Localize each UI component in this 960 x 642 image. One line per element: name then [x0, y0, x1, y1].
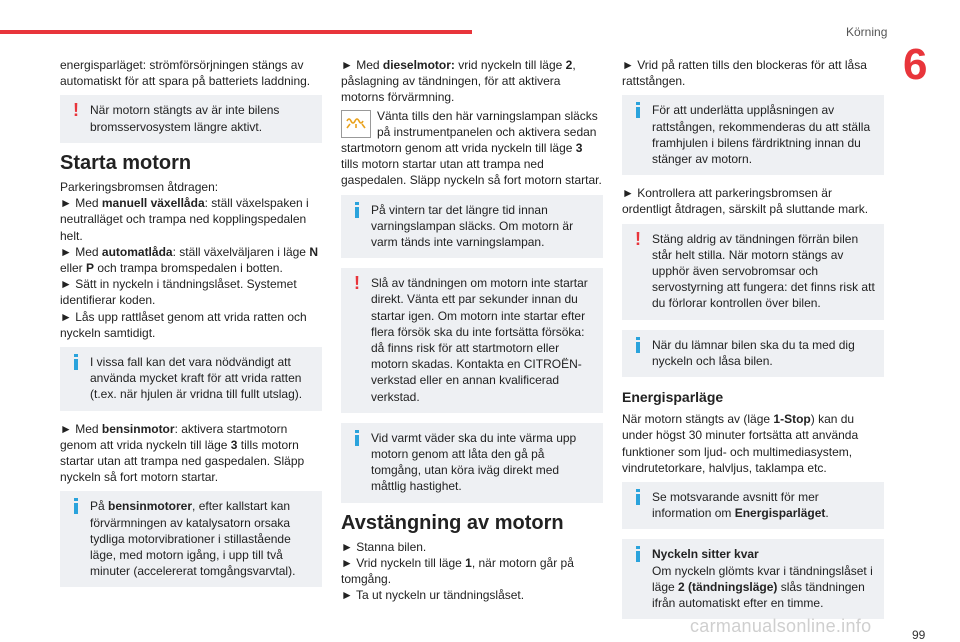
info-icon: [634, 546, 642, 562]
info-box: [341, 423, 603, 503]
info-box: [622, 95, 884, 175]
warning-text: Slå av tändningen om motorn inte startar direkt. Vänta ett par sekunder innan du startar igen. Om motorn inte startar efter flera försök ska du inte fortsätta försöka: då finns risk för att startmotorn eller motorn skadas. Kontakta en CITROËN-verkstad eller en annan kvalificerad verkstad.: [371, 276, 588, 404]
step-check-brake: ► Kontrollera att parkeringsbromsen är ordentligt åtdragen, särskilt på sluttande mark.: [622, 186, 869, 217]
info-text: På vintern tar det längre tid innan varningslampan släcks. Om motorn är varm tänds inte varningslampan.: [371, 202, 574, 250]
section-title: Körning: [846, 25, 888, 39]
info-icon: [353, 202, 361, 218]
info-text: När du lämnar bilen ska du ta med dig nyckeln och låsa bilen.: [652, 337, 855, 368]
intro-text: energisparläget: strömförsörjningen stängs av automatiskt för att spara på batteriets laddning.: [60, 58, 311, 89]
info-text: Om nyckeln glömts kvar i tändningslåset i läge 2 (tändningsläge) slås tändningen ifrån automatiskt efter en timme.: [652, 563, 873, 611]
info-box: [622, 482, 884, 529]
info-box: [60, 347, 322, 411]
warning-exclamation-icon: !: [73, 100, 79, 121]
info-text: Vid varmt väder ska du inte värma upp motorn genom att låta den gå på tomgång, utan köra iväg direkt med måttlig hastighet.: [371, 430, 577, 494]
step-lock-steering: ► Vrid på ratten tills den blockeras för att låsa rattstången.: [622, 58, 867, 89]
step-diesel: ► Med dieselmotor: vrid nyckeln till läge 2, påslagning av tändningen, för att aktivera motorns förvärmning.: [341, 58, 576, 105]
warning-box: [622, 224, 884, 320]
header-accent-bar: [0, 30, 472, 34]
info-icon: [72, 354, 80, 370]
warning-box: [341, 268, 603, 413]
info-icon: [634, 102, 642, 118]
step-automatic: ► Med automatlåda: ställ växelväljaren i läge N eller P och trampa bromspedalen i botten.: [60, 244, 318, 276]
info-icon: [634, 489, 642, 505]
column-2: [341, 57, 603, 610]
heading-switch-off: Avstängning av motorn: [341, 511, 564, 534]
info-icon: [72, 498, 80, 514]
info-box: [341, 195, 603, 259]
info-box: [60, 491, 322, 587]
warning-text: När motorn stängts av är inte bilens bromsservosystem längre aktivt.: [90, 103, 280, 134]
step-insert-key: ► Sätt in nyckeln i tändningslåset. Systemet identifierar koden.: [60, 277, 297, 308]
heading-energy-saving: Energisparläge: [622, 389, 724, 406]
info-icon: [634, 337, 642, 353]
info-icon: [353, 430, 361, 446]
glow-plug-icon: [341, 110, 371, 138]
info-box: [622, 330, 884, 377]
warning-text: Stäng aldrig av tändningen förrän bilen står helt stilla. När motorn stängs av upphör även servobromsar och servostyrning att fungera: det finns risk att du förlorar kontrollen över bilen.: [652, 231, 875, 311]
page-number: 99: [912, 628, 926, 642]
heading-start-engine: Starta motorn: [60, 151, 192, 174]
step-manual: ► Med manuell växellåda: ställ växelspaken i neutralläget och trampa ned kopplingspedalen helt.: [60, 196, 309, 243]
info-box: [622, 539, 884, 619]
info-text: Se motsvarande avsnitt för mer information om Energisparläget.: [652, 490, 829, 521]
glow-plug-paragraph: Vänta tills den här varningslampan släcks på instrumentpanelen och aktivera sedan startmotorn genom att vrida nyckeln till läge 3 tills motorn startar utan att trampa ned gaspedalen. Släpp nyckeln så fort motorn startar.: [341, 108, 602, 188]
chapter-number: 6: [903, 40, 928, 89]
watermark: carmanualsonline.info: [690, 616, 872, 636]
energy-saving-text: När motorn stängts av (läge 1-Stop) kan du under högst 30 minuter fortsätta att använda funktioner som ljud- och multimediasystem, vindrutetorkare, halvljus, taklampa etc.: [622, 412, 859, 475]
info-text: På bensinmotorer, efter kallstart kan förvärmningen av katalysatorn orsaka tydliga motorvibrationer i stillastående läge, med motorn igång, i upp till två minuter (accelererat tomgångsvarvtal).: [90, 499, 296, 579]
warning-exclamation-icon: !: [635, 228, 641, 249]
column-3: [622, 57, 884, 629]
info-text: I vissa fall kan det vara nödvändigt att använda mycket kraft för att vrida ratten (t.ex. när hjulen är vridna till fullt utslag).: [90, 355, 303, 402]
warning-exclamation-icon: !: [354, 273, 360, 294]
info-title: Nyckeln sitter kvar: [652, 547, 759, 562]
info-text: För att underlätta upplåsningen av rattstången, rekommenderas du att ställa framhjulen i bilens färdriktning innan du stänger av motorn.: [652, 103, 871, 167]
paragraph: Parkeringsbromsen åtdragen: ► Med manuell växellåda: ställ växelspaken i neutralläget och trampa ned kopplingspedalen helt. ► Med automatlåda: ställ växelväljaren i läge N eller P och trampa bromspedalen i botten. ► Sätt in nyckeln i tändningslåset. Systemet identifierar koden. ► Lås upp rattlåset genom att vrida ratten och nyckeln samtidigt.: [60, 179, 322, 341]
column-1: [60, 57, 322, 597]
warning-box: [60, 95, 322, 142]
step-petrol: ► Med bensinmotor: aktivera startmotorn genom att vrida nyckeln till läge 3 tills motorn startar utan att trampa ned gaspedalen. Släpp nyckeln så fort motorn startar.: [60, 421, 305, 485]
step-unlock-steering: ► Lås upp rattlåset genom att vrida ratten och nyckeln samtidigt.: [60, 309, 307, 340]
switch-off-steps: ► Stanna bilen. ► Vrid nyckeln till läge 1, när motorn går på tomgång. ► Ta ut nyckeln ur tändningslåset.: [341, 539, 574, 603]
